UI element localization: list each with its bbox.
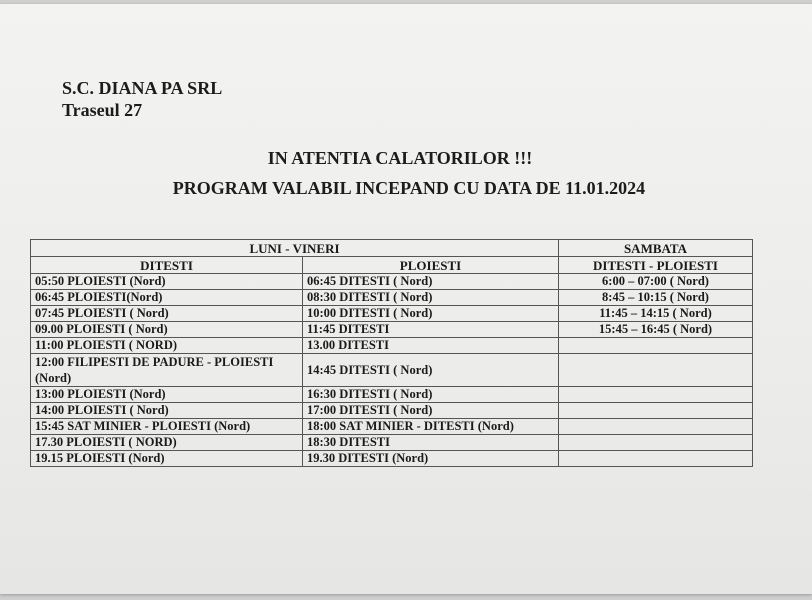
saturday-cell [559,387,753,403]
paper-sheet [0,4,812,594]
departure-ditesti-cell: 05:50 PLOIESTI (Nord) [31,274,303,290]
departure-ploiesti-cell: 06:45 DITESTI ( Nord) [303,274,559,290]
table-row [31,290,753,306]
table-row [31,451,753,467]
table-row [31,419,753,435]
ploiesti-column-header: PLOIESTI [303,257,559,274]
departure-ditesti-cell: 15:45 SAT MINIER - PLOIESTI (Nord) [31,419,303,435]
schedule-table [30,239,753,467]
departure-ditesti-cell: 06:45 PLOIESTI(Nord) [31,290,303,306]
notice-title: IN ATENTIA CALATORILOR !!! [267,148,533,168]
table-row [31,306,753,322]
saturday-cell [559,451,753,467]
departure-ditesti-cell: 13:00 PLOIESTI (Nord) [31,387,303,403]
departure-ditesti-cell: 12:00 FILIPESTI DE PADURE - PLOIESTI (Nord) [31,354,303,387]
saturday-cell [559,419,753,435]
table-row [31,338,753,354]
saturday-group-header: SAMBATA [559,240,753,257]
departure-ploiesti-cell: 10:00 DITESTI ( Nord) [303,306,559,322]
departure-ploiesti-cell: 16:30 DITESTI ( Nord) [303,387,559,403]
departure-ditesti-cell: 19.15 PLOIESTI (Nord) [31,451,303,467]
table-row [31,322,753,338]
departure-ploiesti-cell: 18:30 DITESTI [303,435,559,451]
table-row [31,403,753,419]
departure-ploiesti-cell: 18:00 SAT MINIER - DITESTI (Nord) [303,419,559,435]
column-header-row [31,257,753,274]
departure-ditesti-cell: 14:00 PLOIESTI ( Nord) [31,403,303,419]
departure-ditesti-cell: 17.30 PLOIESTI ( NORD) [31,435,303,451]
route-name: Traseul 27 [62,100,143,120]
company-name: S.C. DIANA PA SRL [62,78,223,98]
table-row [31,274,753,290]
departure-ploiesti-cell: 13.00 DITESTI [303,338,559,354]
schedule-rows [31,274,753,467]
departure-ploiesti-cell: 17:00 DITESTI ( Nord) [303,403,559,419]
departure-ditesti-cell: 11:00 PLOIESTI ( NORD) [31,338,303,354]
saturday-cell [559,354,753,387]
saturday-cell [559,403,753,419]
weekday-group-header: LUNI - VINERI [31,240,559,257]
notice-subtitle: PROGRAM VALABIL INCEPAND CU DATA DE 11.01.2024 [172,178,646,198]
saturday-cell: 8:45 – 10:15 ( Nord) [559,290,753,306]
departure-ploiesti-cell: 19.30 DITESTI (Nord) [303,451,559,467]
departure-ploiesti-cell: 14:45 DITESTI ( Nord) [303,354,559,387]
group-header-row [31,240,753,257]
departure-ditesti-cell: 07:45 PLOIESTI ( Nord) [31,306,303,322]
table-row [31,354,753,387]
saturday-cell: 6:00 – 07:00 ( Nord) [559,274,753,290]
saturday-cell: 11:45 – 14:15 ( Nord) [559,306,753,322]
saturday-cell: 15:45 – 16:45 ( Nord) [559,322,753,338]
table-row [31,387,753,403]
departure-ditesti-cell: 09.00 PLOIESTI ( Nord) [31,322,303,338]
saturday-column-header: DITESTI - PLOIESTI [559,257,753,274]
departure-ploiesti-cell: 08:30 DITESTI ( Nord) [303,290,559,306]
saturday-cell [559,338,753,354]
table-row [31,435,753,451]
departure-ploiesti-cell: 11:45 DITESTI [303,322,559,338]
ditesti-column-header: DITESTI [31,257,303,274]
saturday-cell [559,435,753,451]
